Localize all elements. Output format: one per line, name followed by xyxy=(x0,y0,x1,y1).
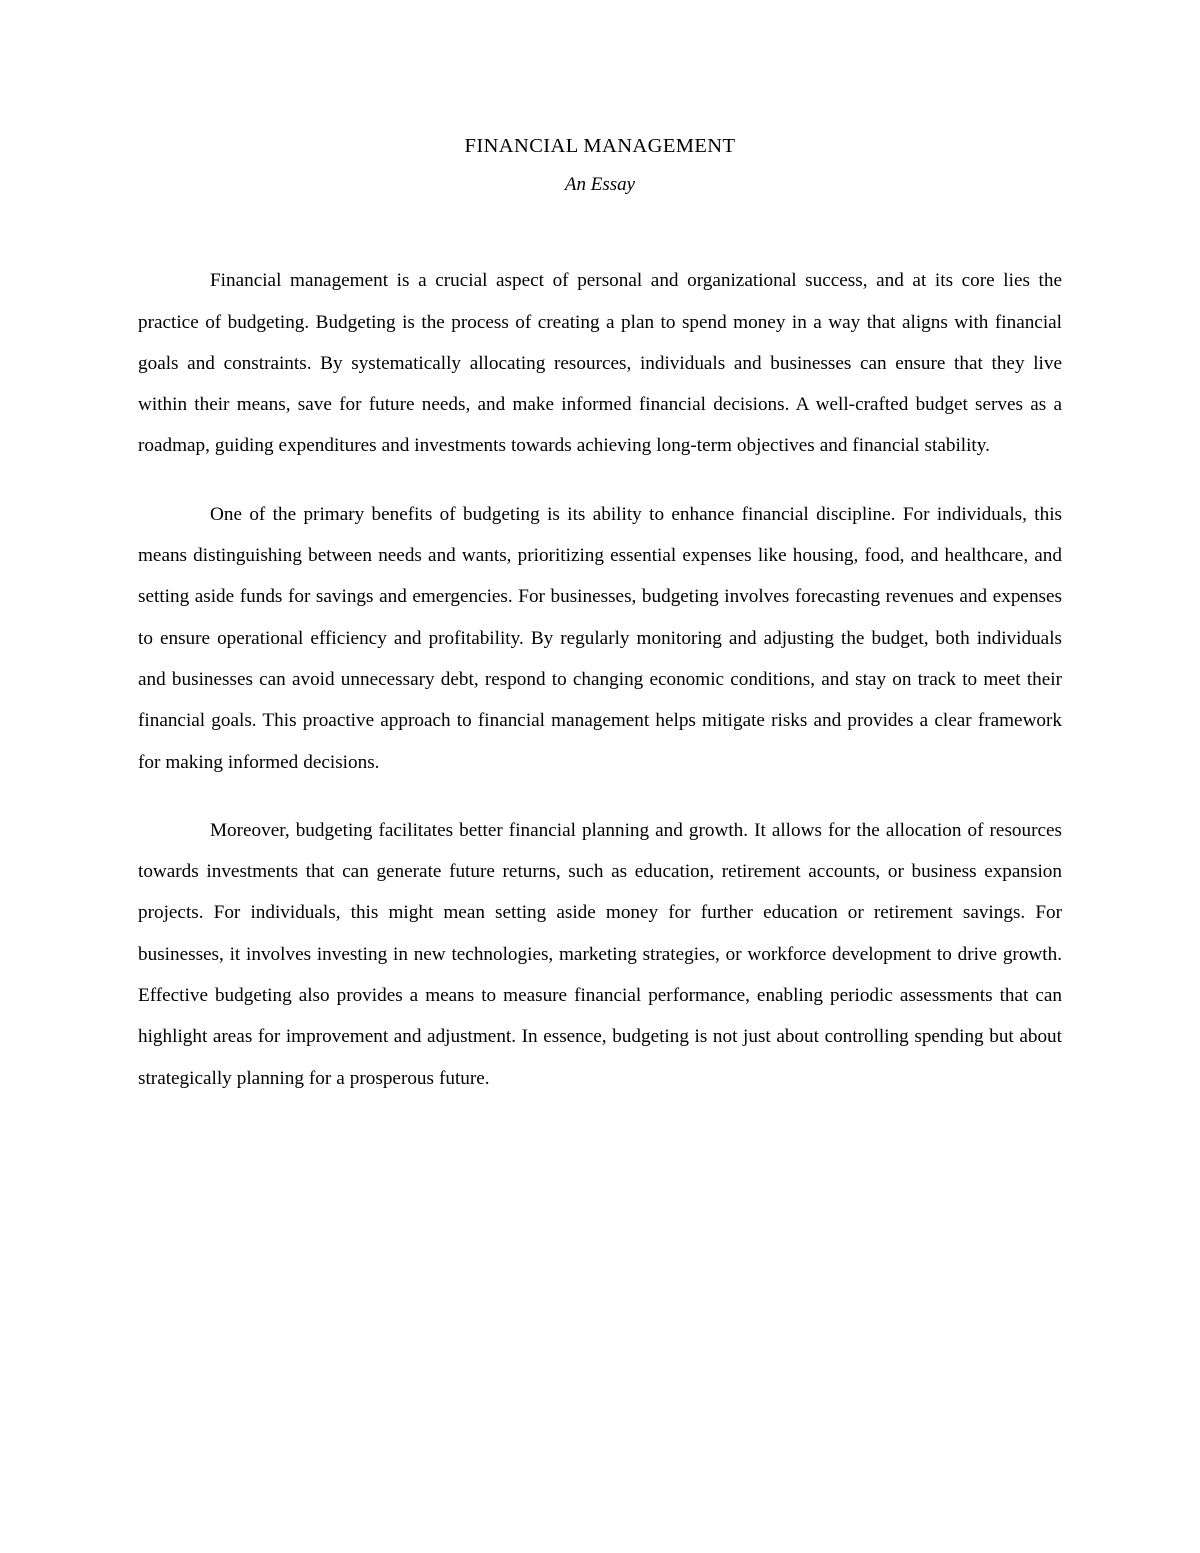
paragraph-3: Moreover, budgeting facilitates better financial planning and growth. It allows for the allocation of resources towards investments that can generate future returns, such as education, retirement accounts, or business expansion projects. For individuals, this might mean setting aside money for further education or retirement savings. For businesses, it involves investing in new technologies, marketing strategies, or workforce development to drive growth. Effective budgeting also provides a means to measure financial performance, enabling periodic assessments that can highlight areas for improvement and adjustment. In essence, budgeting is not just about controlling spending but about strategically planning for a prosperous future. xyxy=(138,819,1062,1089)
document-subtitle: An Essay xyxy=(564,173,636,195)
document-body xyxy=(138,260,1062,1099)
document-title: FINANCIAL MANAGEMENT xyxy=(464,135,736,157)
paragraph-1: Financial management is a crucial aspect of personal and organizational success, and at its core lies the practice of budgeting. Budgeting is the process of creating a plan to spend money in a way that aligns with financial goals and constraints. By systematically allocating resources, individuals and businesses can ensure that they live within their means, save for future needs, and make informed financial decisions. A well-crafted budget serves as a roadmap, guiding expenditures and investments towards achieving long-term objectives and financial stability. xyxy=(138,270,1062,457)
paragraph-2: One of the primary benefits of budgeting is its ability to enhance financial discipline. For individuals, this means distinguishing between needs and wants, prioritizing essential expenses like housing, food, and healthcare, and setting aside funds for savings and emergencies. For businesses, budgeting involves forecasting revenues and expenses to ensure operational efficiency and profitability. By regularly monitoring and adjusting the budget, both individuals and businesses can avoid unnecessary debt, respond to changing economic conditions, and stay on track to meet their financial goals. This proactive approach to financial management helps mitigate risks and provides a clear framework for making informed decisions. xyxy=(138,503,1062,773)
